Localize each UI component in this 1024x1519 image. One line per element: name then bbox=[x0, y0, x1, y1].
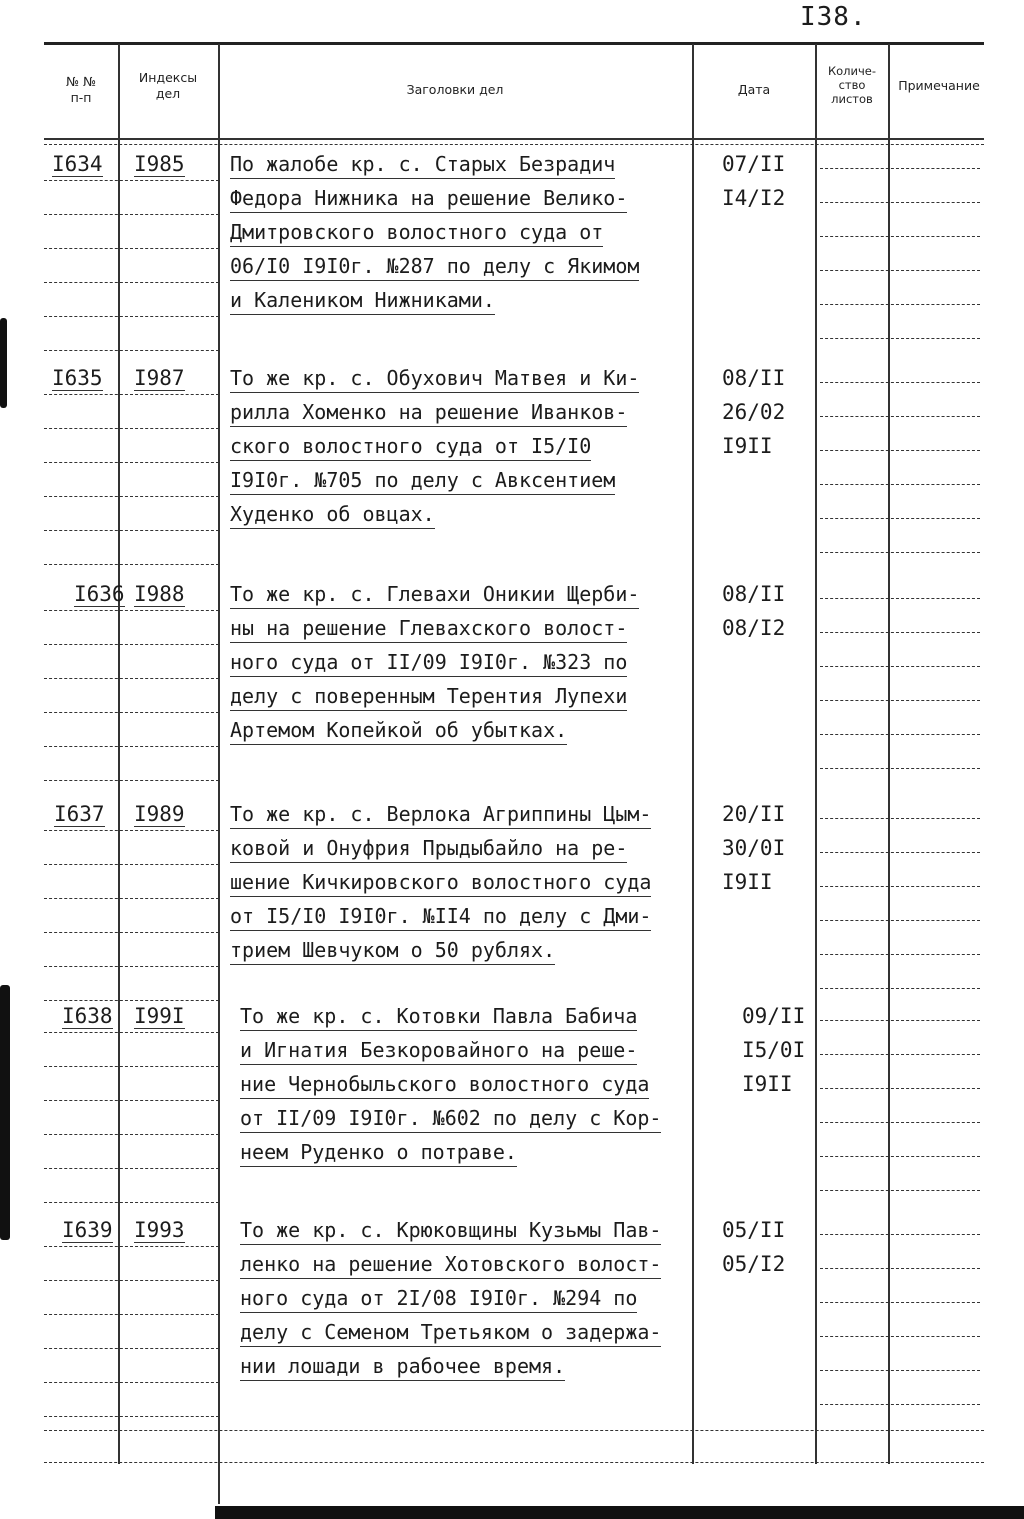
record-date: 08/II bbox=[722, 366, 786, 390]
record-date: I5/0I bbox=[742, 1038, 806, 1062]
column-divider-title bbox=[218, 44, 220, 1504]
ruled-line bbox=[44, 712, 219, 713]
header-count: Количе- ство листов bbox=[827, 64, 877, 106]
ruled-line bbox=[820, 202, 980, 203]
scan-blot bbox=[0, 318, 7, 408]
ruled-line bbox=[820, 886, 980, 887]
record-title-line: ного суда от II/09 I9I0г. №323 по bbox=[230, 650, 627, 677]
column-divider-index bbox=[118, 44, 120, 1464]
ruled-line bbox=[44, 1348, 219, 1349]
ruled-line bbox=[820, 518, 980, 519]
filler-rule bbox=[44, 1462, 984, 1463]
ruled-line bbox=[44, 864, 219, 865]
record-title-line: Худенко об овцах. bbox=[230, 502, 435, 529]
record-number: I635 bbox=[52, 366, 103, 390]
record-number: I639 bbox=[62, 1218, 113, 1242]
ruled-line bbox=[820, 1054, 980, 1055]
record-index: I99I bbox=[134, 1004, 185, 1028]
record-title-line: неем Руденко о потраве. bbox=[240, 1140, 517, 1167]
ruled-line bbox=[820, 818, 980, 819]
ruled-line bbox=[44, 644, 219, 645]
record-date: 08/I2 bbox=[722, 616, 786, 640]
record-date: I9II bbox=[722, 870, 773, 894]
header-index: Индексы дел bbox=[138, 70, 198, 101]
record-title-line: от II/09 I9I0г. №602 по делу с Кор- bbox=[240, 1106, 661, 1133]
record-index: I993 bbox=[134, 1218, 185, 1242]
scan-bottom-bar bbox=[215, 1506, 1024, 1519]
ruled-line bbox=[820, 1020, 980, 1021]
record-title-line: Артемом Копейкой об убытках. bbox=[230, 718, 567, 745]
record-number: I636 bbox=[74, 582, 125, 606]
record-index: I989 bbox=[134, 802, 185, 826]
ruled-line bbox=[820, 270, 980, 271]
ruled-line bbox=[44, 746, 219, 747]
record-title-line: 06/I0 I9I0г. №287 по делу с Якимом bbox=[230, 254, 639, 281]
ruled-line bbox=[820, 1370, 980, 1371]
ruled-line bbox=[44, 932, 219, 933]
ruled-line bbox=[820, 632, 980, 633]
record-title-line: То же кр. с. Обухович Матвея и Ки- bbox=[230, 366, 639, 393]
ruled-line bbox=[820, 734, 980, 735]
record-title-line: ленко на решение Хотовского волост- bbox=[240, 1252, 661, 1279]
record-title-line: шение Кичкировского волостного суда bbox=[230, 870, 651, 897]
ruled-line bbox=[44, 898, 219, 899]
record-title-line: ковой и Онуфрия Прыдыбайло на ре- bbox=[230, 836, 627, 863]
record-title-line: ние Чернобыльского волостного суда bbox=[240, 1072, 649, 1099]
ruled-line bbox=[820, 920, 980, 921]
ruled-line bbox=[44, 248, 219, 249]
ruled-line bbox=[44, 350, 219, 351]
ruled-line bbox=[44, 1000, 219, 1001]
ruled-line bbox=[820, 484, 980, 485]
record-date: I9II bbox=[722, 434, 773, 458]
ruled-line bbox=[820, 450, 980, 451]
header-num: № № п-п bbox=[66, 74, 96, 105]
ruled-line bbox=[820, 1088, 980, 1089]
ruled-line bbox=[44, 214, 219, 215]
ruled-line bbox=[820, 852, 980, 853]
ruled-line bbox=[820, 304, 980, 305]
record-date: 05/I2 bbox=[722, 1252, 786, 1276]
header-date: Дата bbox=[737, 82, 771, 97]
ruled-line bbox=[44, 830, 219, 831]
record-title-line: от I5/I0 I9I0г. №II4 по делу с Дми- bbox=[230, 904, 651, 931]
ruled-line bbox=[820, 1234, 980, 1235]
record-title-line: делу с Семеном Третьяком о задержа- bbox=[240, 1320, 661, 1347]
header-title: Заголовки дел bbox=[406, 82, 504, 97]
ruled-line bbox=[44, 610, 219, 611]
ruled-line bbox=[44, 530, 219, 531]
ruled-line bbox=[820, 1404, 980, 1405]
page-number: I38. bbox=[800, 2, 867, 32]
record-date: 20/II bbox=[722, 802, 786, 826]
header-bottom-rule bbox=[44, 138, 984, 140]
ruled-line bbox=[44, 1202, 219, 1203]
ruled-line bbox=[44, 1066, 219, 1067]
ruled-line bbox=[820, 700, 980, 701]
record-title-line: I9I0г. №705 по делу с Авксентием bbox=[230, 468, 615, 495]
column-divider-date bbox=[692, 44, 694, 1464]
record-title-line: То же кр. с. Верлока Агриппины Цым- bbox=[230, 802, 651, 829]
record-date: 07/II bbox=[722, 152, 786, 176]
ruled-line bbox=[820, 1122, 980, 1123]
ruled-line bbox=[820, 988, 980, 989]
record-title-line: То же кр. с. Крюковщины Кузьмы Пав- bbox=[240, 1218, 661, 1245]
ruled-line bbox=[44, 462, 219, 463]
record-title-line: ного суда от 2I/08 I9I0г. №294 по bbox=[240, 1286, 637, 1313]
record-title-line: Дмитровского волостного суда от bbox=[230, 220, 603, 247]
scan-blot bbox=[0, 985, 10, 1240]
ruled-line bbox=[820, 552, 980, 553]
ruled-line bbox=[820, 1190, 980, 1191]
ruled-line bbox=[44, 966, 219, 967]
ruled-line bbox=[820, 1336, 980, 1337]
ruled-line bbox=[44, 1100, 219, 1101]
record-index: I985 bbox=[134, 152, 185, 176]
ruled-line bbox=[44, 564, 219, 565]
column-divider-count bbox=[815, 44, 817, 1464]
header-note: Примечание bbox=[898, 78, 980, 93]
ruled-line bbox=[820, 168, 980, 169]
ruled-line bbox=[44, 428, 219, 429]
column-divider-note bbox=[888, 44, 890, 1464]
ruled-line bbox=[820, 1156, 980, 1157]
record-number: I634 bbox=[52, 152, 103, 176]
ruled-line bbox=[44, 678, 219, 679]
ruled-line bbox=[44, 1246, 219, 1247]
record-title-line: Федора Нижника на решение Велико- bbox=[230, 186, 627, 213]
record-index: I987 bbox=[134, 366, 185, 390]
ruled-line bbox=[820, 416, 980, 417]
ruled-line bbox=[820, 1302, 980, 1303]
ruled-line bbox=[820, 666, 980, 667]
ruled-line bbox=[820, 954, 980, 955]
record-title-line: То же кр. с. Глевахи Оникии Щерби- bbox=[230, 582, 639, 609]
ruled-line bbox=[44, 1416, 219, 1417]
ruled-line bbox=[44, 496, 219, 497]
ruled-line bbox=[820, 598, 980, 599]
ruled-line bbox=[820, 338, 980, 339]
record-title-line: То же кр. с. Котовки Павла Бабича bbox=[240, 1004, 637, 1031]
ruled-line bbox=[44, 1280, 219, 1281]
ruled-line bbox=[44, 780, 219, 781]
record-date: I4/I2 bbox=[722, 186, 786, 210]
ruled-line bbox=[44, 1314, 219, 1315]
record-number: I637 bbox=[54, 802, 105, 826]
record-index: I988 bbox=[134, 582, 185, 606]
ruled-line bbox=[44, 1382, 219, 1383]
record-title-line: и Калеником Нижниками. bbox=[230, 288, 495, 315]
ruled-line bbox=[44, 316, 219, 317]
record-date: 09/II bbox=[742, 1004, 806, 1028]
record-date: 26/02 bbox=[722, 400, 786, 424]
ruled-line bbox=[820, 382, 980, 383]
ruled-line bbox=[44, 1168, 219, 1169]
record-title-line: ского волостного суда от I5/I0 bbox=[230, 434, 591, 461]
ruled-line bbox=[820, 1268, 980, 1269]
ruled-line bbox=[44, 1032, 219, 1033]
ruled-line bbox=[44, 1134, 219, 1135]
ruled-line bbox=[44, 180, 219, 181]
filler-rule bbox=[44, 1430, 984, 1431]
ruled-line bbox=[820, 236, 980, 237]
ruled-line bbox=[44, 394, 219, 395]
record-title-line: ны на решение Глевахского волост- bbox=[230, 616, 627, 643]
table-top-rule bbox=[44, 42, 984, 45]
ruled-line bbox=[44, 282, 219, 283]
ruled-line bbox=[820, 768, 980, 769]
record-date: I9II bbox=[742, 1072, 793, 1096]
record-date: 05/II bbox=[722, 1218, 786, 1242]
header-bottom-dashed-rule bbox=[44, 144, 984, 145]
record-title-line: рилла Хоменко на решение Иванков- bbox=[230, 400, 627, 427]
record-title-line: и Игнатия Безкоровайного на реше- bbox=[240, 1038, 637, 1065]
record-title-line: трием Шевчуком о 50 рублях. bbox=[230, 938, 555, 965]
record-title-line: По жалобе кр. с. Старых Безрадич bbox=[230, 152, 615, 179]
record-title-line: делу с поверенным Терентия Лупехи bbox=[230, 684, 627, 711]
record-date: 08/II bbox=[722, 582, 786, 606]
record-date: 30/0I bbox=[722, 836, 786, 860]
record-title-line: нии лошади в рабочее время. bbox=[240, 1354, 565, 1381]
record-number: I638 bbox=[62, 1004, 113, 1028]
